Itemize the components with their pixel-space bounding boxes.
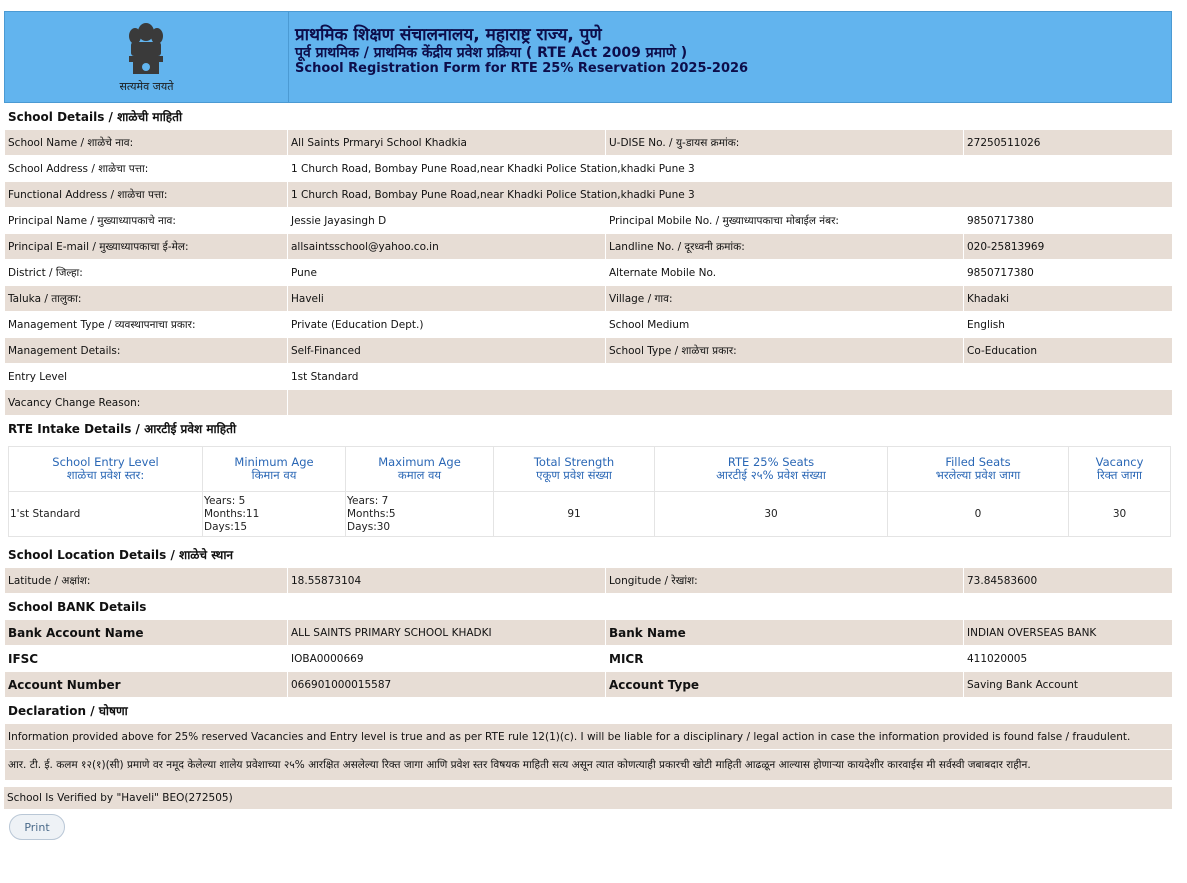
ifsc-label: IFSC xyxy=(5,646,288,672)
section-bank: School BANK Details xyxy=(5,594,1173,620)
registration-form xyxy=(4,11,1172,845)
management-details-label: Management Details: xyxy=(5,338,288,364)
intake-header-vacancy: Vacancy रिक्त जागा xyxy=(1069,447,1171,492)
intake-header-row xyxy=(9,447,1171,492)
vacancy-reason-label: Vacancy Change Reason: xyxy=(5,390,288,416)
header-line-1: प्राथमिक शिक्षण संचालनालय, महाराष्ट्र राज्य, पुणे xyxy=(295,25,602,45)
longitude-value: 73.84583600 xyxy=(964,568,1173,594)
declaration-marathi: आर. टी. ई. कलम १२(१)(सी) प्रमाणे वर नमूद केलेल्या शालेय प्रवेशाच्या २५% आरक्षित असलेल्या रिक्त जागा आणि प्रवेश स्तर विषयक माहिती सत्य असून त्यात कोणत्याही प्रकारची खोटी माहिती आढळून आल्यास होणाऱ्या कायदेशीर कारवाईस मी सर्वस्वी जबाबदार राहीन. xyxy=(5,750,1173,781)
rte-intake-table xyxy=(8,446,1171,537)
intake-header-rte-seats: RTE 25% Seats आरटीई २५% प्रवेश संख्या xyxy=(655,447,888,492)
longitude-label: Longitude / रेखांश: xyxy=(606,568,964,594)
intake-entry-level: 1'st Standard xyxy=(9,492,203,537)
form-header xyxy=(4,11,1172,103)
header-line-2: पूर्व प्राथमिक / प्राथमिक केंद्रीय प्रवेश प्रक्रिया ( RTE Act 2009 प्रमाणे ) xyxy=(295,45,688,61)
principal-email-value: allsaintsschool@yahoo.co.in xyxy=(288,234,606,260)
intake-header-min-age: Minimum Age किमान वय xyxy=(203,447,346,492)
latitude-value: 18.55873104 xyxy=(288,568,606,594)
print-button[interactable]: Print xyxy=(9,814,65,840)
management-details-value: Self-Financed xyxy=(288,338,606,364)
account-type-label: Account Type xyxy=(606,672,964,698)
declaration-english: Information provided above for 25% reserved Vacancies and Entry level is true and as per RTE rule 12(1)(c). I will be liable for a disciplinary / legal action in case the information provided is found false / fraudulent. xyxy=(5,724,1173,750)
latitude-label: Latitude / अक्षांश: xyxy=(5,568,288,594)
district-value: Pune xyxy=(288,260,606,286)
functional-address-label: Functional Address / शाळेचा पत्ता: xyxy=(5,182,288,208)
taluka-value: Haveli xyxy=(288,286,606,312)
header-line-3: School Registration Form for RTE 25% Reservation 2025-2026 xyxy=(295,61,749,76)
school-medium-label: School Medium xyxy=(606,312,964,338)
school-type-value: Co-Education xyxy=(964,338,1173,364)
bank-account-name-label: Bank Account Name xyxy=(5,620,288,646)
school-type-label: School Type / शाळेचा प्रकार: xyxy=(606,338,964,364)
table-row xyxy=(9,492,1171,537)
village-label: Village / गाव: xyxy=(606,286,964,312)
section-location: School Location Details / शाळेचे स्थान xyxy=(5,542,1173,568)
functional-address-value: 1 Church Road, Bombay Pune Road,near Khadki Police Station,khadki Pune 3 xyxy=(288,182,1173,208)
intake-total-strength: 91 xyxy=(494,492,655,537)
management-type-label: Management Type / व्यवस्थापनाचा प्रकार: xyxy=(5,312,288,338)
principal-name-label: Principal Name / मुख्याध्यापकाचे नाव: xyxy=(5,208,288,234)
school-address-value: 1 Church Road, Bombay Pune Road,near Khadki Police Station,khadki Pune 3 xyxy=(288,156,1173,182)
alternate-mobile-label: Alternate Mobile No. xyxy=(606,260,964,286)
principal-mobile-value: 9850717380 xyxy=(964,208,1173,234)
intake-max-age: Years: 7 Months:5 Days:30 xyxy=(346,492,494,537)
udise-value: 27250511026 xyxy=(964,130,1173,156)
bank-name-value: INDIAN OVERSEAS BANK xyxy=(964,620,1173,646)
intake-header-max-age: Maximum Age कमाल वय xyxy=(346,447,494,492)
principal-email-label: Principal E-mail / मुख्याध्यापकाचा ई-मेल: xyxy=(5,234,288,260)
taluka-label: Taluka / तालुका: xyxy=(5,286,288,312)
alternate-mobile-value: 9850717380 xyxy=(964,260,1173,286)
print-row xyxy=(4,809,1172,845)
school-name-label: School Name / शाळेचे नाव: xyxy=(5,130,288,156)
principal-mobile-label: Principal Mobile No. / मुख्याध्यापकाचा मोबाईल नंबर: xyxy=(606,208,964,234)
intake-rte-seats: 30 xyxy=(655,492,888,537)
management-type-value: Private (Education Dept.) xyxy=(288,312,606,338)
emblem-cell xyxy=(5,12,289,102)
emblem-motto: सत्यमेव जयते xyxy=(119,80,174,93)
intake-filled-seats: 0 xyxy=(888,492,1069,537)
intake-header-entry-level: School Entry Level शाळेचा प्रवेश स्तर: xyxy=(9,447,203,492)
micr-value: 411020005 xyxy=(964,646,1173,672)
intake-vacancy: 30 xyxy=(1069,492,1171,537)
intake-header-filled-seats: Filled Seats भरलेल्या प्रवेश जागा xyxy=(888,447,1069,492)
entry-level-value: 1st Standard xyxy=(288,364,1173,390)
vacancy-reason-value xyxy=(288,390,1173,416)
account-type-value: Saving Bank Account xyxy=(964,672,1173,698)
state-emblem-icon xyxy=(123,20,169,78)
entry-level-label: Entry Level xyxy=(5,364,288,390)
section-declaration: Declaration / घोषणा xyxy=(5,698,1173,724)
intake-min-age: Years: 5 Months:11 Days:15 xyxy=(203,492,346,537)
section-school-details: School Details / शाळेची माहिती xyxy=(5,104,1173,130)
principal-name-value: Jessie Jayasingh D xyxy=(288,208,606,234)
intake-wrapper xyxy=(4,442,1172,541)
intake-header-total-strength: Total Strength एकूण प्रवेश संख्या xyxy=(494,447,655,492)
village-value: Khadaki xyxy=(964,286,1173,312)
landline-label: Landline No. / दूरध्वनी क्रमांक: xyxy=(606,234,964,260)
school-name-value: All Saints Prmaryi School Khadkia xyxy=(288,130,606,156)
location-bank-table xyxy=(4,541,1173,781)
account-number-label: Account Number xyxy=(5,672,288,698)
bank-name-label: Bank Name xyxy=(606,620,964,646)
udise-label: U-DISE No. / यु-डायस क्रमांक: xyxy=(606,130,964,156)
account-number-value: 066901000015587 xyxy=(288,672,606,698)
ifsc-value: IOBA0000669 xyxy=(288,646,606,672)
school-details-table xyxy=(4,103,1173,442)
landline-value: 020-25813969 xyxy=(964,234,1173,260)
verification-status: School Is Verified by "Haveli" BEO(272505) xyxy=(4,787,1172,809)
school-medium-value: English xyxy=(964,312,1173,338)
header-title xyxy=(289,12,748,102)
school-address-label: School Address / शाळेचा पत्ता: xyxy=(5,156,288,182)
district-label: District / जिल्हा: xyxy=(5,260,288,286)
section-rte-intake: RTE Intake Details / आरटीई प्रवेश माहिती xyxy=(5,416,1173,442)
micr-label: MICR xyxy=(606,646,964,672)
bank-account-name-value: ALL SAINTS PRIMARY SCHOOL KHADKI xyxy=(288,620,606,646)
